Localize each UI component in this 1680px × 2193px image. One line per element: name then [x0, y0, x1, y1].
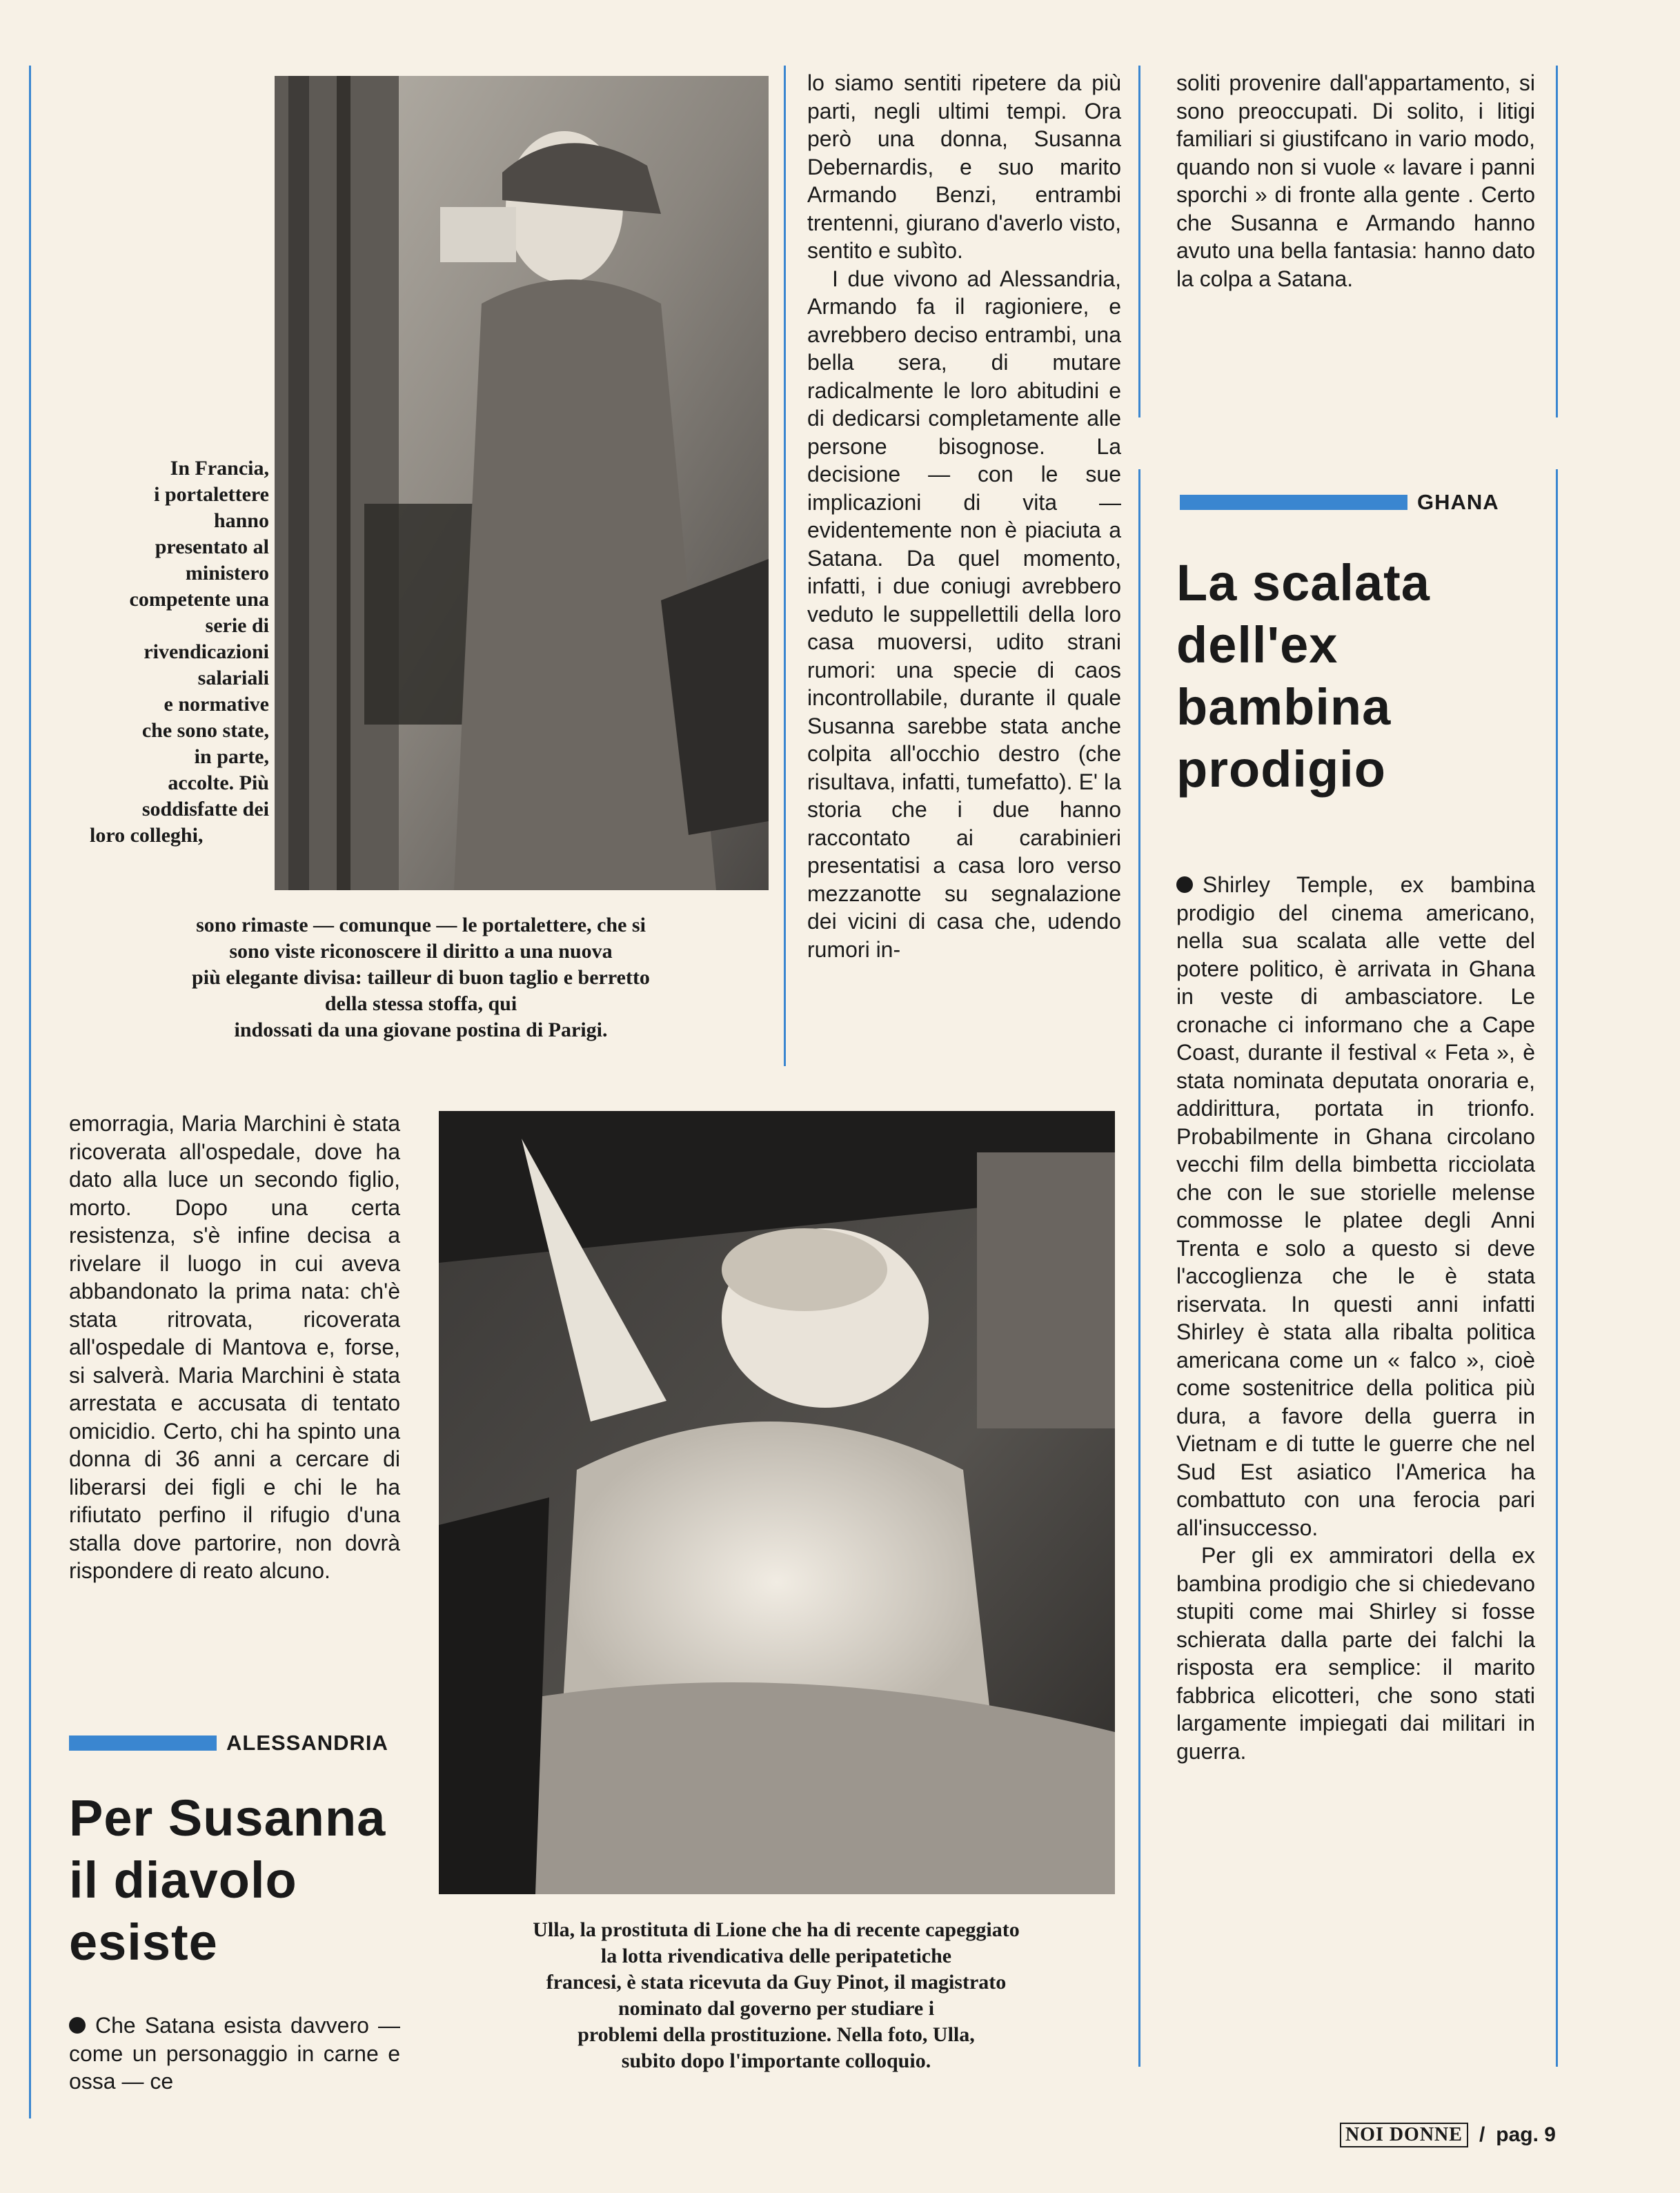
photo-ulla — [439, 1111, 1115, 1894]
column-rule-left — [29, 66, 31, 2118]
caption-postine: In Francia, i portalettere hanno presentato al ministero competente una serie di rivendicazioni salariali e normative che sono state, in parte, accolte. Più soddisfatte dei loro colleghi, — [90, 457, 269, 847]
section-kicker-ghana: GHANA — [1180, 490, 1499, 515]
article-marchini: emorragia, Maria Marchini è stata ricoverata all'ospedale, dove ha dato alla luce un secondo figlio, morto. Dopo una certa resistenza, s'è infine decisa a rivelare il luogo in cui aveva abbandonato la prima nata: ch'è stata ritrovata, ricoverata all'ospedale di Mantova e, forse, si salverà. Maria Marchini è stata arrestata e accusata di tentato omicidio. Certo, chi ha spinto una donna di 36 anni a cercare di liberarsi dei figli e chi le ha rifiutato perfino il rifugio d'una stalla dove partorire, non dovrà rispondere di reato alcuno. — [69, 1111, 400, 1583]
bullet-icon — [69, 2017, 86, 2034]
section-kicker-alessandria: ALESSANDRIA — [69, 1731, 388, 1756]
article-alessandria-lead: Che Satana esista davvero — come un personaggio in carne e ossa — ce — [69, 2013, 400, 2094]
footer-slash: / — [1479, 2123, 1485, 2146]
headline-ghana: La scalata dell'ex bambina prodigio — [1176, 554, 1430, 798]
headline-alessandria: Per Susanna il diavolo esiste — [69, 1789, 386, 1971]
kicker-bar — [1180, 495, 1407, 510]
bullet-icon — [1176, 876, 1193, 893]
column-rule-middle — [784, 66, 786, 1066]
column-rule-right-2 — [1556, 66, 1558, 417]
caption-ulla: Ulla, la prostituta di Lione che ha di recente capeggiato la lotta rivendicativa delle peripatetiche francesi, è stata ricevuta da Guy Pinot, il magistrato nominato dal governo per studiare i problemi della prostituzione. Nella foto, Ulla, subito dopo l'importante colloquio. — [533, 1918, 1020, 2072]
column-rule-right-3 — [1138, 469, 1140, 2067]
photo-postina — [275, 76, 769, 890]
article-susanna-end: soliti provenire dall'appartamento, si sono preoccupati. Di solito, i litigi familiari si giustifcano in vario modo, quando non si vuole « lavare i panni sporchi » di fronte alla gente . Certo che Susanna e Armando hanno avuto una bella fantasia: hanno dato la colpa a Satana. — [1176, 70, 1535, 291]
column-rule-right-4 — [1556, 469, 1558, 2067]
photo-ulla-image — [439, 1111, 1115, 1894]
column-rule-right-1 — [1138, 66, 1140, 417]
photo-postina-image — [275, 76, 769, 890]
caption-postine-tail: sono rimaste — comunque — le portalettere, che si sono viste riconoscere il diritto a una nuova più elegante divisa: tailleur di buon taglio e berretto della stessa stoffa, qui indossati da una giovane postina di Parigi. — [192, 914, 650, 1041]
page-footer — [1340, 2123, 1556, 2147]
article-ghana: Shirley Temple, ex bambina prodigio del cinema americano, nella sua scalata alle vette del potere politico, è arrivata in Ghana in veste di ambasciatore. Le cronache ci informano che a Cape Coast, durante il festival « Feta », è stata nominata deputata onoraria e, addirittura, portata in trionfo. Probabilmente in Ghana circolano vecchi film della bimbetta ricciolata che con le sue storielle melense commosse le platee degli Anni Trenta e solo a questo si deve l'accoglienza che le è stata riservata. In questi anni infatti Shirley è stata alla ribalta politica americana come un « falco », cioè come sostenitrice della politica più dura, a favore della guerra in Vietnam e di tutte le guerre che nel Sud Est asiatico l'America ha combattuto con una ferocia pari all'insuccesso. Per gli ex ammiratori della ex bambina prodigio che si chiedevano stupiti come mai Shirley si fosse schierata dalla parte dei falchi la risposta era semplice: il marito fabbrica elicotteri, che sono stati largamente impiegati dai militari in guerra. — [1176, 872, 1535, 1764]
page-number: pag. 9 — [1496, 2123, 1556, 2146]
magazine-logo: NOI DONNE — [1340, 2123, 1468, 2147]
article-susanna-continued: lo siamo sentiti ripetere da più parti, negli ultimi tempi. Ora però una donna, Susanna Debernardis, e suo marito Armando Benzi, entrambi trentenni, giurano d'averlo visto, sentito e subìto. I due vivono ad Alessandria, Armando fa il ragioniere, e avrebbero deciso entrambi, una bella sera, di mutare radicalmente le loro abitudini e di dedicarsi completamente alle persone bisognose. La decisione — con le sue implicazioni di vita — evidentemente non è piaciuta a Satana. Da quel momento, infatti, i due coniugi avrebbero veduto le suppellettili della loro casa muoversi, udito strani rumori: una specie di caos incontrollabile, durante il quale Susanna sarebbe stata anche colpita all'occhio destro (che risultava, infatti, tumefatto). E' la storia che i due hanno raccontato ai carabinieri presentatisi a casa loro verso mezzanotte su segnalazione dei vicini di casa che, udendo rumori in- — [807, 70, 1121, 962]
kicker-bar — [69, 1735, 217, 1751]
